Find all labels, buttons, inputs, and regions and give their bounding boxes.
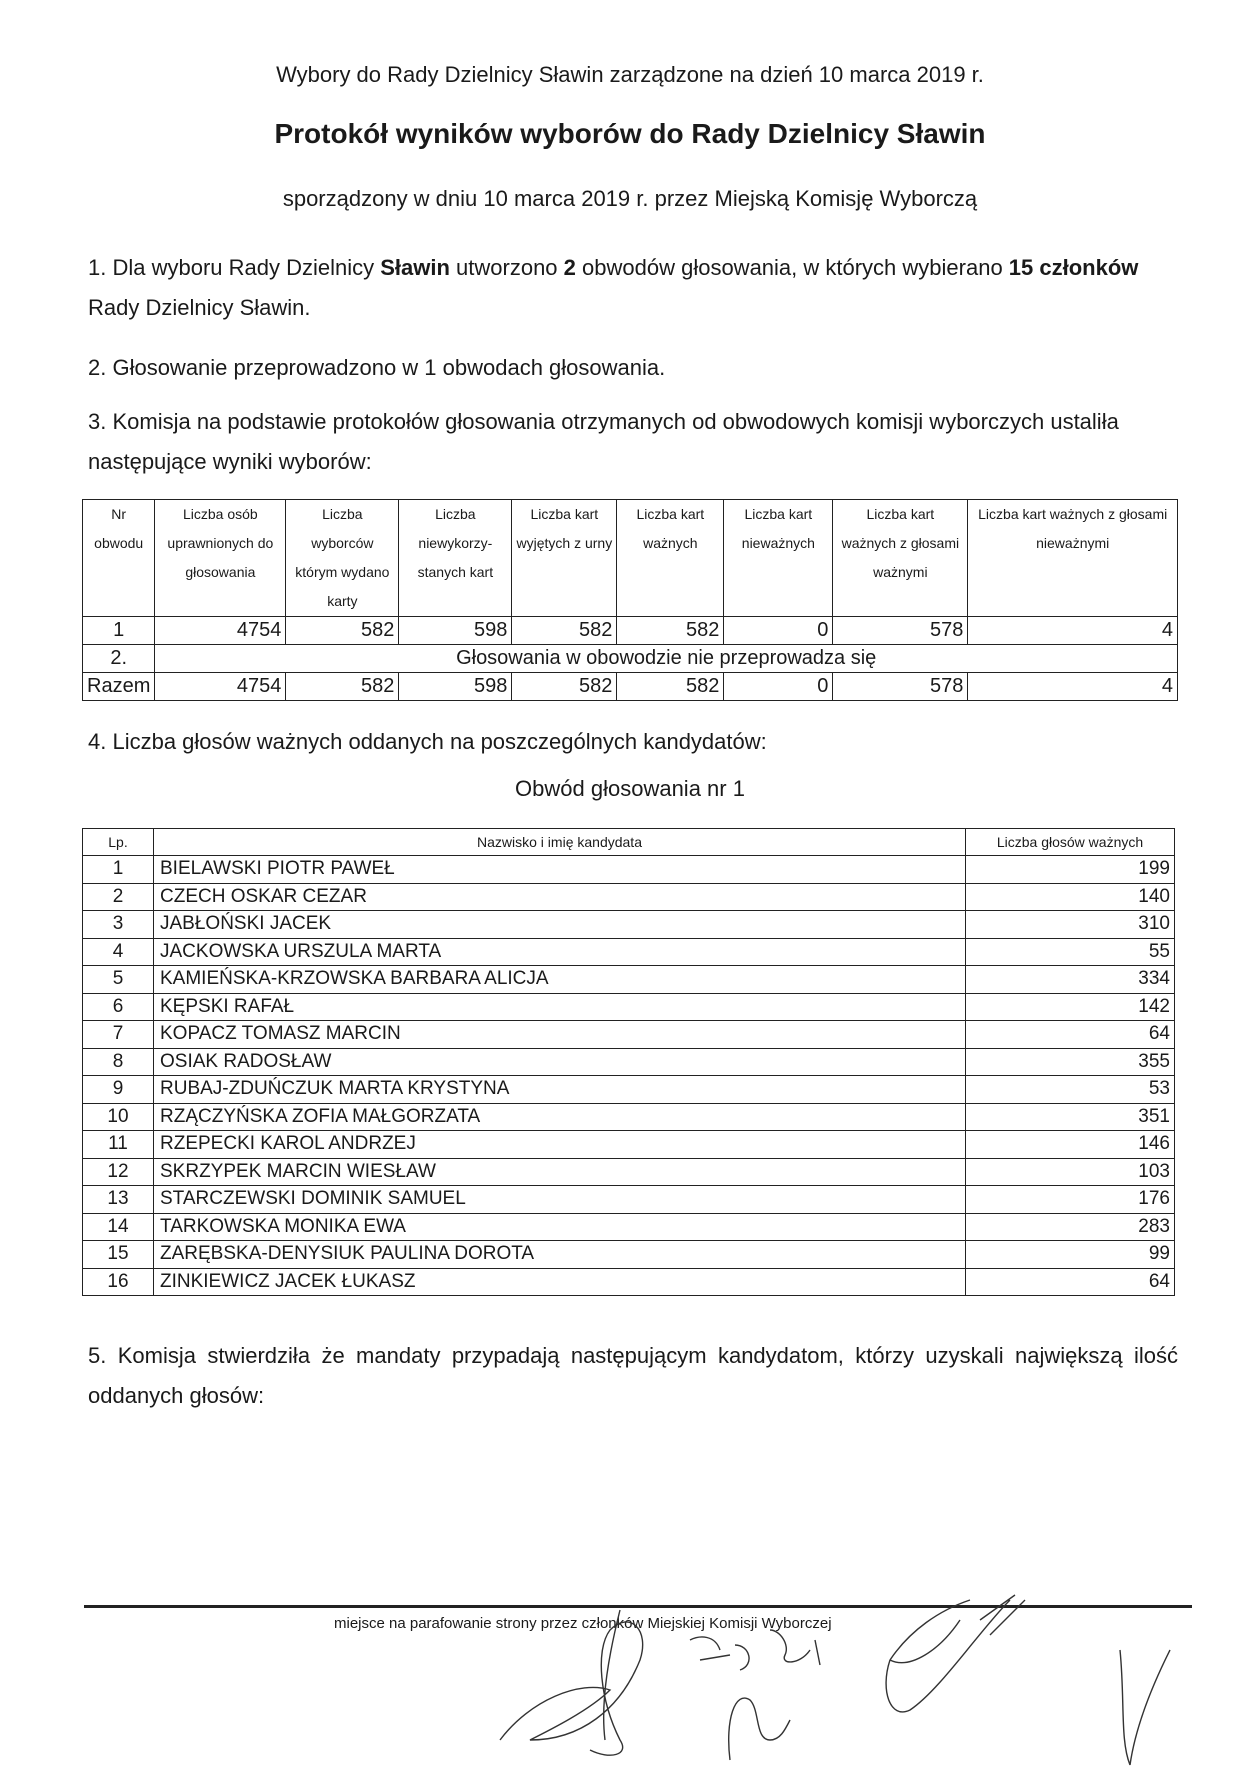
candidate-name: ZINKIEWICZ JACEK ŁUKASZ — [154, 1268, 966, 1296]
circuit-title: Obwód głosowania nr 1 — [515, 776, 745, 801]
candidate-row — [83, 1268, 1175, 1296]
section-2: 2. Głosowanie przeprowadzono w 1 obwodach głosowania. — [88, 355, 666, 380]
candidate-votes: 55 — [966, 938, 1175, 966]
candidate-votes: 64 — [966, 1021, 1175, 1049]
cell: 0 — [724, 617, 833, 645]
candidate-row — [83, 1186, 1175, 1214]
candidate-row — [83, 1241, 1175, 1269]
protocol-subtitle: sporządzony w dniu 10 marca 2019 r. przez Miejską Komisję Wyborczą — [282, 186, 978, 211]
candidate-number: 14 — [83, 1213, 154, 1241]
cell: 598 — [399, 617, 512, 645]
candidate-row — [83, 1048, 1175, 1076]
candidate-name: KAMIEŃSKA-KRZOWSKA BARBARA ALICJA — [154, 966, 966, 994]
header-wydano-karty: Liczba wyborców którym wydano karty — [286, 500, 399, 617]
results-table — [82, 499, 1178, 701]
header-name: Nazwisko i imię kandydata — [154, 829, 966, 856]
candidate-number: 2 — [83, 883, 154, 911]
candidate-votes: 99 — [966, 1241, 1175, 1269]
cell: 598 — [399, 673, 512, 701]
candidate-row — [83, 1103, 1175, 1131]
candidate-name: RZEPECKI KAROL ANDRZEJ — [154, 1131, 966, 1159]
candidate-row — [83, 1131, 1175, 1159]
election-header: Wybory do Rady Dzielnicy Sławin zarządzone na dzień 10 marca 2019 r. — [276, 62, 984, 87]
candidate-number: 12 — [83, 1158, 154, 1186]
section-4: 4. Liczba głosów ważnych oddanych na poszczególnych kandydatów: — [88, 729, 767, 754]
cell: 582 — [512, 673, 617, 701]
header-votes: Liczba głosów ważnych — [966, 829, 1175, 856]
candidate-row — [83, 966, 1175, 994]
page-title: Protokół wyników wyborów do Rady Dzielnicy Sławin — [274, 118, 986, 149]
candidate-votes: 310 — [966, 911, 1175, 939]
candidate-number: 3 — [83, 911, 154, 939]
candidate-row — [83, 938, 1175, 966]
header-wyjetych: Liczba kart wyjętych z urny — [512, 500, 617, 617]
candidate-votes: 103 — [966, 1158, 1175, 1186]
candidate-name: RZĄCZYŃSKA ZOFIA MAŁGORZATA — [154, 1103, 966, 1131]
candidate-number: 11 — [83, 1131, 154, 1159]
handwritten-signatures-icon — [470, 1590, 1210, 1780]
candidate-votes: 140 — [966, 883, 1175, 911]
section-1-text: 1. Dla wyboru Rady Dzielnicy — [88, 255, 381, 280]
candidate-number: 5 — [83, 966, 154, 994]
candidate-name: ZARĘBSKA-DENYSIUK PAULINA DOROTA — [154, 1241, 966, 1269]
candidate-votes: 283 — [966, 1213, 1175, 1241]
cell: Razem — [83, 673, 155, 701]
candidates-header-row — [83, 829, 1175, 856]
header-uprawnionych: Liczba osób uprawnionych do głosowania — [155, 500, 286, 617]
cell: 1 — [83, 617, 155, 645]
cell: 2. — [83, 645, 155, 673]
candidate-row — [83, 1021, 1175, 1049]
results-total-row — [83, 673, 1178, 701]
candidate-votes: 176 — [966, 1186, 1175, 1214]
candidate-number: 1 — [83, 856, 154, 884]
header-wazne-glosy-niewazne: Liczba kart ważnych z głosami nieważnymi — [968, 500, 1178, 617]
header-niewaznych: Liczba kart nieważnych — [724, 500, 833, 617]
candidate-number: 4 — [83, 938, 154, 966]
signature-caption: miejsce na parafowanie strony przez członków Miejskiej Komisji Wyborczej — [334, 1615, 832, 1632]
cell: 0 — [724, 673, 833, 701]
candidate-votes: 199 — [966, 856, 1175, 884]
member-count: 15 członków — [1008, 255, 1139, 280]
candidate-row — [83, 883, 1175, 911]
candidate-row — [83, 911, 1175, 939]
candidate-votes: 351 — [966, 1103, 1175, 1131]
candidate-row — [83, 1076, 1175, 1104]
candidate-row — [83, 856, 1175, 884]
candidate-number: 10 — [83, 1103, 154, 1131]
cell: 4754 — [155, 673, 286, 701]
candidate-name: BIELAWSKI PIOTR PAWEŁ — [154, 856, 966, 884]
results-header-row — [83, 500, 1178, 617]
header-niewykorzystanych: Liczba niewykorzy-stanych kart — [399, 500, 512, 617]
candidate-number: 9 — [83, 1076, 154, 1104]
candidate-name: JABŁOŃSKI JACEK — [154, 911, 966, 939]
results-row-2 — [83, 645, 1178, 673]
cell: 582 — [617, 617, 724, 645]
candidate-name: KOPACZ TOMASZ MARCIN — [154, 1021, 966, 1049]
candidate-name: KĘPSKI RAFAŁ — [154, 993, 966, 1021]
header-nr-obwodu: Nr obwodu — [83, 500, 155, 617]
not-conducted-note: Głosowania w obowodzie nie przeprowadza się — [155, 645, 1178, 673]
header-wazne-glosy-wazne: Liczba kart ważnych z głosami ważnymi — [833, 500, 968, 617]
candidate-votes: 53 — [966, 1076, 1175, 1104]
section-5: 5. Komisja stwierdziła że mandaty przypadają następującym kandydatom, którzy uzyskali największą ilość oddanych głosów: — [88, 1343, 1178, 1408]
cell: 582 — [617, 673, 724, 701]
candidate-votes: 334 — [966, 966, 1175, 994]
section-1-text: Rady Dzielnicy Sławin. — [88, 295, 311, 320]
circuit-count: 2 — [563, 255, 576, 280]
cell: 4 — [968, 617, 1178, 645]
candidate-row — [83, 1158, 1175, 1186]
header-lp: Lp. — [83, 829, 154, 856]
cell: 4754 — [155, 617, 286, 645]
section-1-text: obwodów głosowania, w których wybierano — [575, 255, 1009, 280]
candidates-table — [82, 828, 1175, 1296]
candidate-votes: 146 — [966, 1131, 1175, 1159]
candidate-number: 15 — [83, 1241, 154, 1269]
candidate-row — [83, 993, 1175, 1021]
candidate-number: 8 — [83, 1048, 154, 1076]
section-1 — [88, 248, 1178, 328]
district-name: Sławin — [380, 255, 450, 280]
cell: 582 — [512, 617, 617, 645]
candidate-number: 7 — [83, 1021, 154, 1049]
candidate-name: CZECH OSKAR CEZAR — [154, 883, 966, 911]
cell: 582 — [286, 617, 399, 645]
cell: 578 — [833, 673, 968, 701]
candidate-number: 6 — [83, 993, 154, 1021]
candidate-votes: 64 — [966, 1268, 1175, 1296]
candidate-number: 16 — [83, 1268, 154, 1296]
header-waznych: Liczba kart ważnych — [617, 500, 724, 617]
section-1-text: utworzono — [449, 255, 564, 280]
candidate-name: JACKOWSKA URSZULA MARTA — [154, 938, 966, 966]
candidate-name: TARKOWSKA MONIKA EWA — [154, 1213, 966, 1241]
section-3: 3. Komisja na podstawie protokołów głosowania otrzymanych od obwodowych komisji wyborczych ustaliła następujące wyniki wyborów: — [88, 409, 1119, 474]
candidate-name: SKRZYPEK MARCIN WIESŁAW — [154, 1158, 966, 1186]
candidate-votes: 355 — [966, 1048, 1175, 1076]
results-row-1 — [83, 617, 1178, 645]
cell: 582 — [286, 673, 399, 701]
candidate-name: RUBAJ-ZDUŃCZUK MARTA KRYSTYNA — [154, 1076, 966, 1104]
candidate-name: STARCZEWSKI DOMINIK SAMUEL — [154, 1186, 966, 1214]
candidate-row — [83, 1213, 1175, 1241]
cell: 4 — [968, 673, 1178, 701]
candidate-name: OSIAK RADOSŁAW — [154, 1048, 966, 1076]
cell: 578 — [833, 617, 968, 645]
candidate-number: 13 — [83, 1186, 154, 1214]
candidate-votes: 142 — [966, 993, 1175, 1021]
